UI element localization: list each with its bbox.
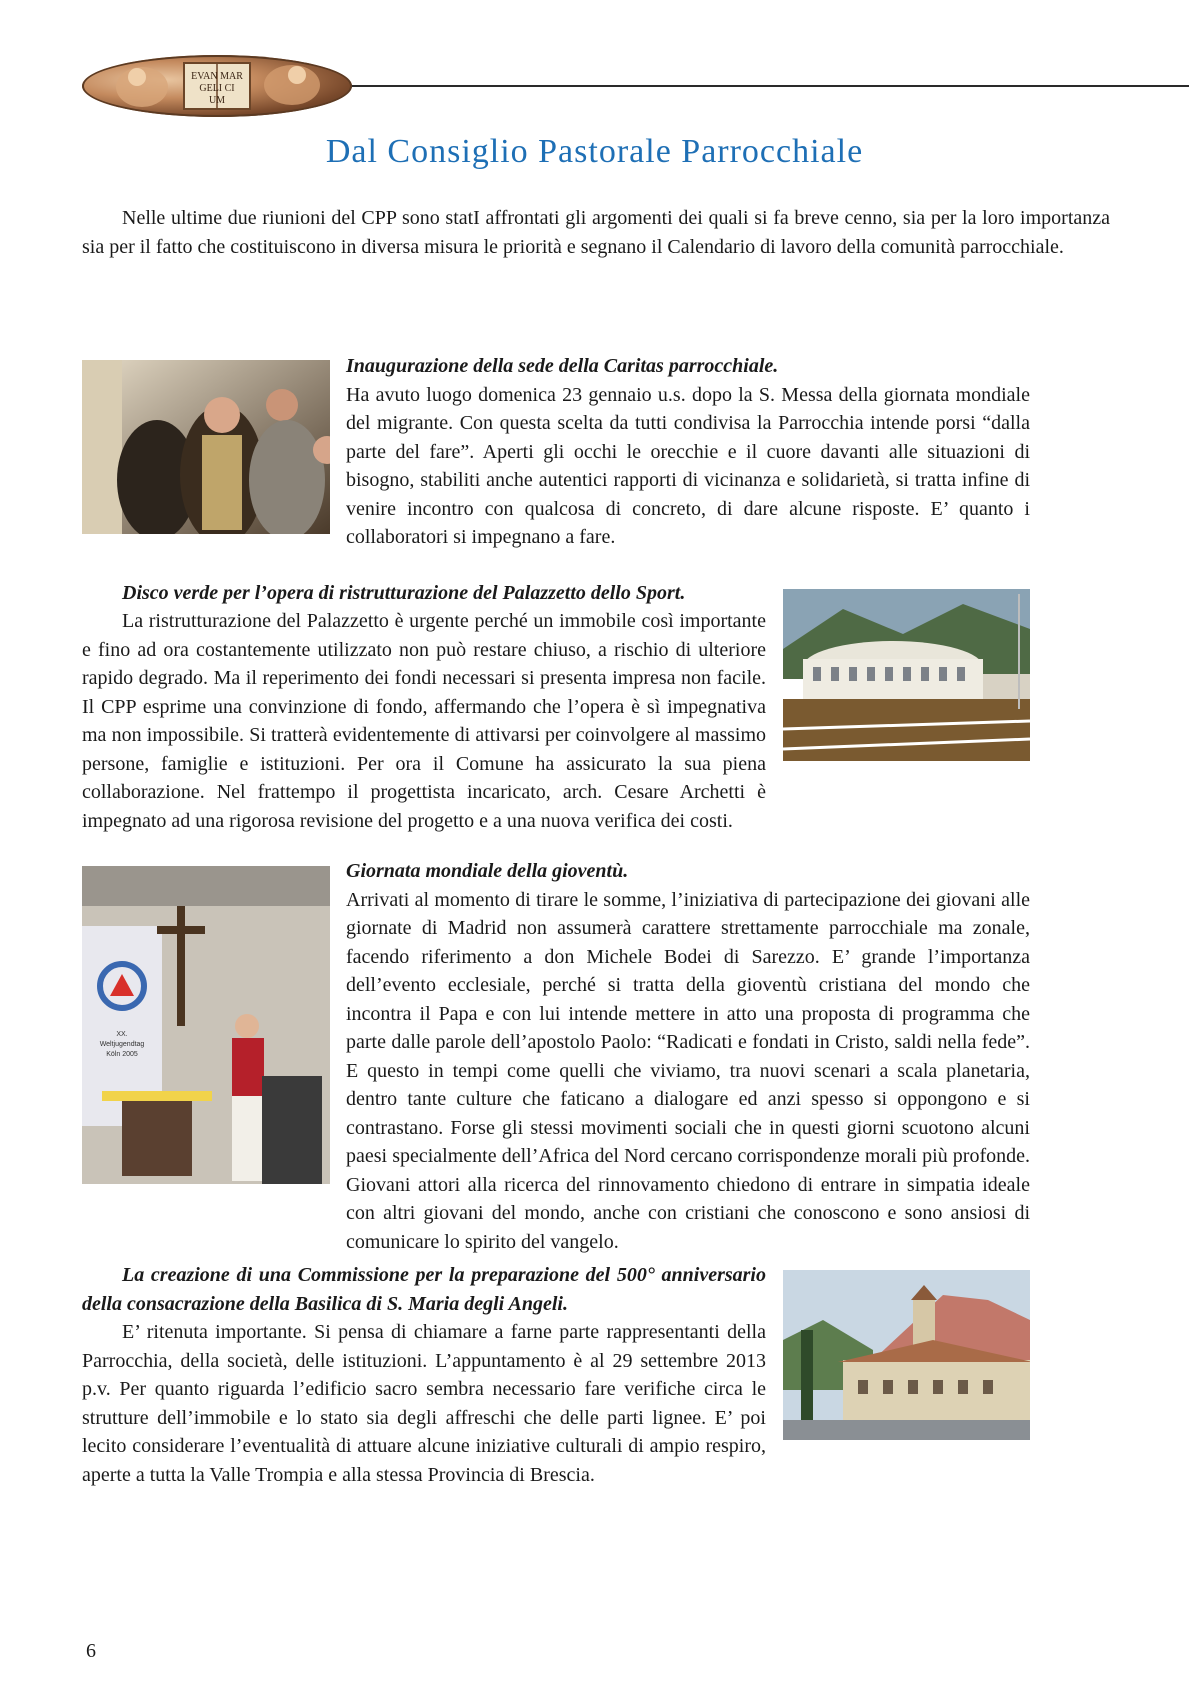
intro-paragraph: Nelle ultime due riunioni del CPP sono statI affrontati gli argomenti dei quali si fa breve cenno, sia per la loro importanza sia per il fatto che costituiscono in diversa misura le priorità e segnano il Calendario di lavoro della comunità parrocchiale. <box>82 207 1110 258</box>
svg-text:Köln 2005: Köln 2005 <box>106 1051 138 1058</box>
pope-photo <box>82 866 330 1184</box>
section-palazzetto-body: La ristrutturazione del Palazzetto è urgente perché un immobile così importante e fino ad ora costantemente utilizzato non può restare chiuso, a rischio di ulteriore rapido degrado. Ma il reperimento dei fondi necessari si presenta impresa non facile. Il CPP esprime una convinzione di fondo, affermando che l’opera è sì impegnativa ma non impossibile. Si tratterà evidentemente di attivarsi per coinvolgere al massimo persone, famiglie e istituzioni. Per ora il Comune ha assicurato la sua piena collaborazione. Nel frattempo il progettista incaricato, arch. Cesare Archetti è impegnato ad una rigorosa revisione del progetto e a una nuova verifica dei costi. <box>82 610 766 832</box>
section-title: Inaugurazione della sede della Caritas parrocchiale. <box>346 355 779 377</box>
section-commissione <box>82 1261 766 1489</box>
section-title: Giornata mondiale della gioventù. <box>346 860 629 882</box>
svg-text:Weltjugendtag: Weltjugendtag <box>99 1041 145 1048</box>
section-body: E’ ritenuta importante. Si pensa di chiamare a farne parte rappresentanti della Parrocchia, della società, delle istituzioni. L’appuntamento è al 29 settembre 2013 p.v. Per quanto riguarda l’edificio sacro sembra necessario fare verifiche circa le strutture dell’immobile e lo stato sia degli affreschi che delle parti lignee. E’ poi lecito considerare l’eventualità di attuare alcune iniziative culturali di ampio respiro, aperte a tutta la Valle Trompia e alla stessa Provincia di Brescia. <box>82 1321 766 1486</box>
svg-text:EVAN MAR: EVAN MAR <box>191 71 243 82</box>
section-body: Arrivati al momento di tirare le somme, l’iniziativa di partecipazione dei giovani alle giornate di Madrid non assumerà carattere strettamente parrocchiale ma zonale, facendo riferimento a don Michele Bodei di Sarezzo. E’ grande l’importanza dell’evento ecclesiale, perché si tratta della gioventù cristiana del mondo che incontra il Papa e con lui intende mettere in atto una proposta di programma che parte dalle parole dell’apostolo Paolo: “Radicati e fondati in Cristo, saldi nella fede”. E questo in tempi come quelli che viviamo, tra nuovi scenari a scala planetaria, dentro tante culture che faticano a dialogare ed anzi spesso si oppongono e si contrastano. Forse gli stessi movimenti sociali che in questi giorni scuotono alcuni paesi specialmente dell’Africa del Nord cercano corrispondenze morali più profonde. Giovani attori alla ricerca del rinnovamento chiedono di entrare in simpatia ideale con altri giovani del mondo, anche con cristiani che conoscono e sono ansiosi di comunicare lo spirito del vangelo. <box>346 888 1030 1253</box>
section-body: Ha avuto luogo domenica 23 gennaio u.s. dopo la S. Messa della giornata mondiale del migrante. Con questa scelta da tutti condivisa la Parrocchia intende porsi “dalla parte del fare”. Aperti gli occhi le orecchie e il cuore davanti alle situazioni di bisogno, stabiliti anche autentici rapporti di vicinanza e solidarietà, si tratta infine di venire incontro con qualcosa di concreto, di dare alcune risposte. E’ quanto i collaboratori si impegnano a fare. <box>346 383 1030 548</box>
caritas-photo <box>82 360 330 534</box>
section-gioventu <box>346 857 1030 1256</box>
page-title: Dal Consiglio Pastorale Parrocchiale <box>325 133 864 170</box>
header-emblem-image <box>82 55 352 117</box>
palazzetto-photo <box>783 589 1030 761</box>
page-number: 6 <box>86 1640 96 1662</box>
section-title: La creazione di una Commissione per la preparazione del 500° anniversario della consacrazione della Basilica di S. Maria degli Angeli. <box>82 1264 766 1315</box>
svg-text:GELI CI: GELI CI <box>199 83 235 94</box>
svg-text:XX.: XX. <box>116 1031 128 1038</box>
svg-text:UM: UM <box>208 95 226 106</box>
section-caritas <box>346 352 1030 552</box>
section-palazzetto <box>82 579 766 608</box>
basilica-photo <box>783 1270 1030 1440</box>
section-title: Disco verde per l’opera di ristrutturazione del Palazzetto dello Sport. <box>122 582 686 604</box>
emblem-artwork <box>82 55 352 117</box>
